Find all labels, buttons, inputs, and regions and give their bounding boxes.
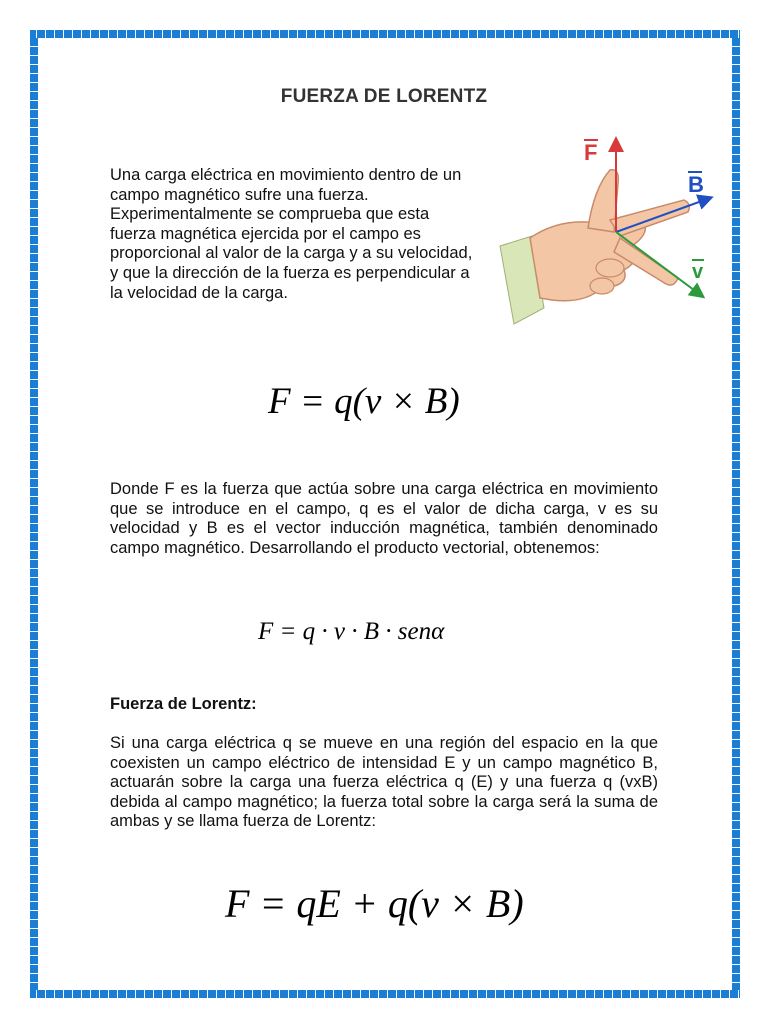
intro-paragraph: Una carga eléctrica en movimiento dentro de un campo magnético sufre una fuerza. Experimentalmente se comprueba que esta fuerza magnética ejercida por el campo es proporcional al valor de la carga y a su velocidad, y que la dirección de la fuerza es perpendicular a la velocidad de la carga. xyxy=(110,166,473,302)
lorentz-paragraph: Si una carga eléctrica q se mueve en una región del espacio en la que coexisten un campo eléctrico de intensidad E y un campo magnético B, actuarán sobre la carga una fuerza eléctrica q (E) y una fuerza q (vxB) debida al campo magnético; la fuerza total sobre la carga será la suma de ambas y se llama fuerza de Lorentz: xyxy=(110,734,658,831)
label-b: B xyxy=(688,172,704,197)
lorentz-total-formula: F = qE + q(v × B) xyxy=(225,881,524,926)
label-v: v xyxy=(692,261,704,283)
explanation-paragraph: Donde F es la fuerza que actúa sobre una carga eléctrica en movimiento que se introduce en el campo, q es el valor de dicha carga, v es su velocidad y B es el vector inducción magnética, también denominado campo magnético. Desarrollando el producto vectorial, obtenemos: xyxy=(110,480,658,557)
label-f: F xyxy=(584,140,598,165)
right-hand-rule-figure xyxy=(492,128,720,338)
page-title: FUERZA DE LORENTZ xyxy=(280,86,488,107)
lorentz-magnetic-formula: F = q(v × B) xyxy=(268,381,460,422)
magnitude-formula: F = q · v · B · senα xyxy=(258,618,445,645)
section-heading: Fuerza de Lorentz: xyxy=(110,695,257,713)
